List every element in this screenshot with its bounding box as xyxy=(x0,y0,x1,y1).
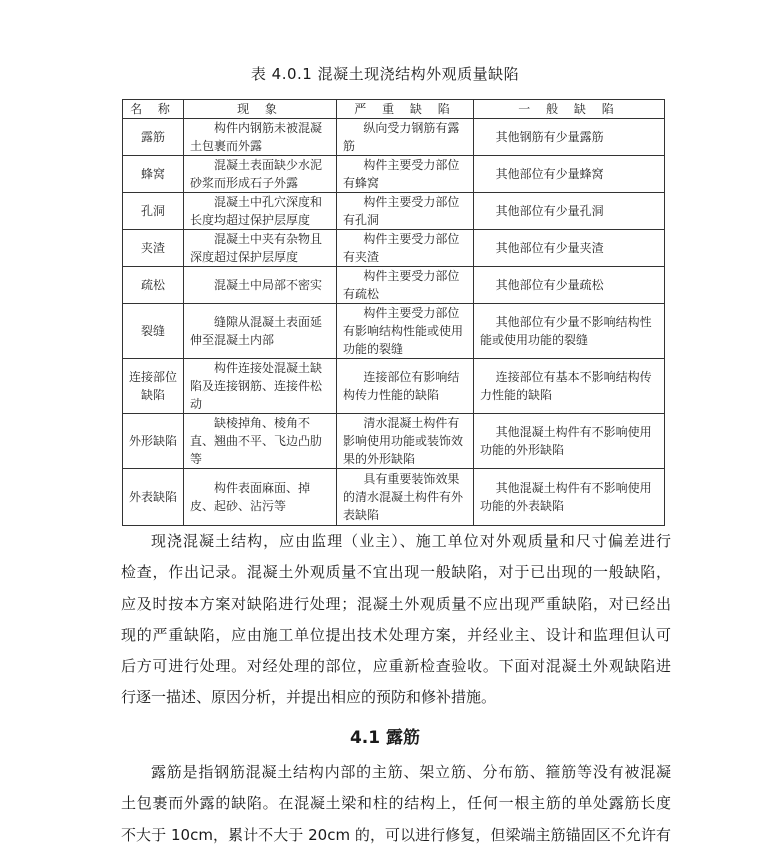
cell-phenomenon: 混凝土中孔穴深度和长度均超过保护层厚度 xyxy=(184,193,337,230)
paragraph-line: 露筋是指钢筋混凝土结构内部的主筋、架立筋、分布筋、箍筋等没有被混凝 xyxy=(151,763,671,781)
cell-name: 外表缺陷 xyxy=(123,469,184,526)
paragraph-line: 现浇混凝土结构，应由监理（业主）、施工单位对外观质量和尺寸偏差进行 xyxy=(151,532,671,550)
table-row xyxy=(123,156,665,193)
cell-severe: 构件主要受力部位有疏松 xyxy=(337,267,474,304)
header-phenomenon: 现 象 xyxy=(184,100,337,119)
paragraph-line: 行逐一描述、原因分析，并提出相应的预防和修补措施。 xyxy=(121,688,497,707)
cell-severe: 构件主要受力部位有孔洞 xyxy=(337,193,474,230)
cell-name: 裂缝 xyxy=(123,304,184,359)
cell-general: 其他钢筋有少量露筋 xyxy=(474,119,665,156)
cell-name: 蜂窝 xyxy=(123,156,184,193)
cell-name: 疏松 xyxy=(123,267,184,304)
cell-general: 其他部位有少量孔洞 xyxy=(474,193,665,230)
table-row xyxy=(123,119,665,156)
cell-phenomenon: 混凝土中局部不密实 xyxy=(184,267,337,304)
table-row xyxy=(123,267,665,304)
table-row xyxy=(123,469,665,526)
cell-phenomenon: 混凝土表面缺少水泥砂浆而形成石子外露 xyxy=(184,156,337,193)
cell-severe: 构件主要受力部位有夹渣 xyxy=(337,230,474,267)
cell-phenomenon: 构件表面麻面、掉皮、起砂、沾污等 xyxy=(184,469,337,526)
cell-severe: 纵向受力钢筋有露筋 xyxy=(337,119,474,156)
cell-severe: 连接部位有影响结构传力性能的缺陷 xyxy=(337,359,474,414)
cell-general: 其他部位有少量蜂窝 xyxy=(474,156,665,193)
body-paragraph-2 xyxy=(121,757,671,851)
cell-general: 其他混凝土构件有不影响使用功能的外表缺陷 xyxy=(474,469,665,526)
cell-severe: 具有重要装饰效果的清水混凝土构件有外表缺陷 xyxy=(337,469,474,526)
table-row xyxy=(123,414,665,469)
cell-general: 其他部位有少量疏松 xyxy=(474,267,665,304)
paragraph-line: 现的严重缺陷，应由施工单位提出技术处理方案，并经业主、设计和监理但认可 xyxy=(121,625,671,644)
cell-name: 孔洞 xyxy=(123,193,184,230)
cell-phenomenon: 缺棱掉角、棱角不直、翘曲不平、飞边凸肋等 xyxy=(184,414,337,469)
header-severe: 严 重 缺 陷 xyxy=(337,100,474,119)
cell-name: 外形缺陷 xyxy=(123,414,184,469)
cell-general: 其他混凝土构件有不影响使用功能的外形缺陷 xyxy=(474,414,665,469)
cell-name: 露筋 xyxy=(123,119,184,156)
cell-phenomenon: 缝隙从混凝土表面延伸至混凝土内部 xyxy=(184,304,337,359)
cell-general: 其他部位有少量不影响结构性能或使用功能的裂缝 xyxy=(474,304,665,359)
cell-severe: 构件主要受力部位有蜂窝 xyxy=(337,156,474,193)
table-caption: 表 4.0.1 混凝土现浇结构外观质量缺陷 xyxy=(250,65,520,83)
cell-phenomenon: 构件连接处混凝土缺陷及连接钢筋、连接件松动 xyxy=(184,359,337,414)
body-paragraph-1 xyxy=(121,526,671,714)
paragraph-line: 土包裹而外露的缺陷。在混凝土梁和柱的结构上，任何一根主筋的单处露筋长度 xyxy=(121,794,671,813)
table-row xyxy=(123,230,665,267)
table-header-row xyxy=(123,100,665,119)
cell-general: 其他部位有少量夹渣 xyxy=(474,230,665,267)
table-row xyxy=(123,304,665,359)
paragraph-line: 检查，作出记录。混凝土外观质量不宜出现一般缺陷，对于已出现的一般缺陷， xyxy=(121,563,671,582)
cell-name: 夹渣 xyxy=(123,230,184,267)
defects-table xyxy=(122,99,665,526)
cell-severe: 清水混凝土构件有影响使用功能或装饰效果的外形缺陷 xyxy=(337,414,474,469)
table-row xyxy=(123,359,665,414)
section-heading: 4.1 露筋 xyxy=(349,728,421,748)
cell-phenomenon: 构件内钢筋未被混凝土包裹而外露 xyxy=(184,119,337,156)
paragraph-line: 不大于 10cm，累计不大于 20cm 的，可以进行修复，但梁端主筋锚固区不允许有 xyxy=(121,825,671,844)
table-row xyxy=(123,193,665,230)
cell-name: 连接部位缺陷 xyxy=(123,359,184,414)
cell-phenomenon: 混凝土中夹有杂物且深度超过保护层厚度 xyxy=(184,230,337,267)
cell-general: 连接部位有基本不影响结构传力性能的缺陷 xyxy=(474,359,665,414)
header-general: 一 般 缺 陷 xyxy=(474,100,665,119)
cell-severe: 构件主要受力部位有影响结构性能或使用功能的裂缝 xyxy=(337,304,474,359)
paragraph-line: 应及时按本方案对缺陷进行处理；混凝土外观质量不应出现严重缺陷，对已经出 xyxy=(121,594,671,613)
paragraph-line: 后方可进行处理。对经处理的部位，应重新检查验收。下面对混凝土外观缺陷进 xyxy=(121,657,671,676)
header-name: 名 称 xyxy=(123,100,184,119)
